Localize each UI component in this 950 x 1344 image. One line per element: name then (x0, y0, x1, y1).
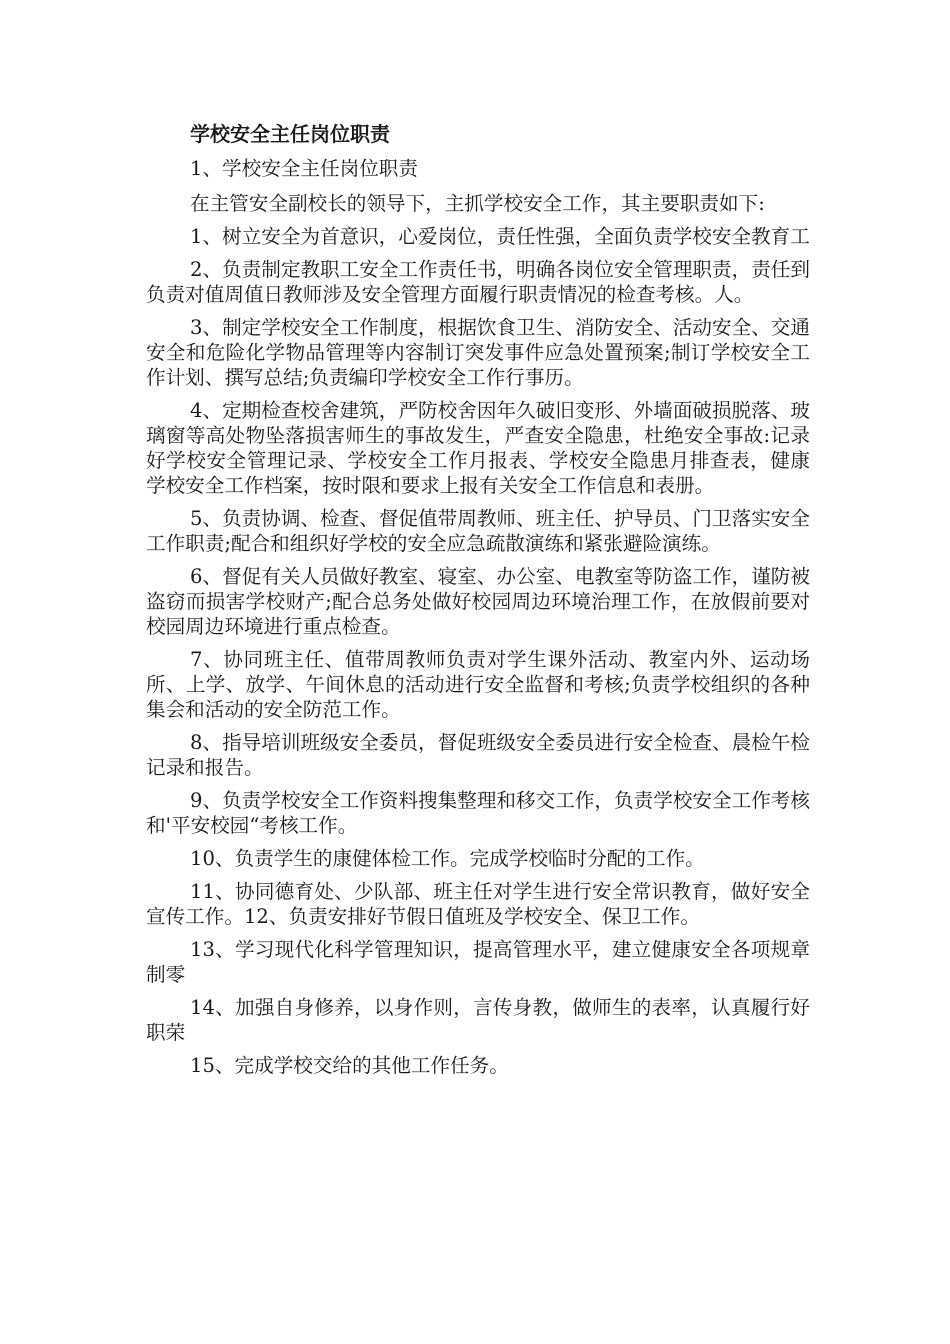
document-title: 学校安全主任岗位职责 (190, 122, 390, 146)
paragraph-intro: 在主管安全副校长的领导下，主抓学校安全工作，其主要职责如下: (190, 192, 765, 215)
document-page (146, 118, 810, 1086)
paragraph-heading: 1、学校安全主任岗位职责 (190, 157, 418, 180)
paragraph-duty-1: 1、树立安全为首意识，心爱岗位，责任性强，全面负责学校安全教育工 (190, 225, 810, 248)
paragraph-duty-13: 13、学习现代化科学管理知识，提高管理水平，建立健康安全各项规章制零 (146, 938, 810, 986)
paragraph-duty-9: 9、负责学校安全工作资料搜集整理和移交工作，负责学校安全工作考核和'平安校园“考核工作。 (146, 789, 810, 837)
paragraph-duty-15: 15、完成学校交给的其他工作任务。 (190, 1054, 509, 1077)
paragraph-duty-3: 3、制定学校安全工作制度，根据饮食卫生、消防安全、活动安全、交通安全和危险化学物品管理等内容制订突发事件应急处置预案;制订学校安全工作计划、撰写总结;负责编印学校安全工作行事历。 (146, 316, 810, 389)
paragraph-duty-2: 2、负责制定教职工安全工作责任书，明确各岗位安全管理职责，责任到负责对值周值日教师涉及安全管理方面履行职责情况的检查考核。人。 (146, 258, 810, 306)
paragraph-duty-4: 4、定期检查校舍建筑，严防校舍因年久破旧变形、外墙面破损脱落、玻璃窗等高处物坠落损害师生的事故发生，严查安全隐患，杜绝安全事故:记录好学校安全管理记录、学校安全工作月报表、学校安全隐患月排查表，健康学校安全工作档案，按时限和要求上报有关安全工作信息和表册。 (146, 399, 810, 497)
paragraph-duty-5: 5、负责协调、检查、督促值带周教师、班主任、护导员、门卫落实安全工作职责;配合和组织好学校的安全应急疏散演练和紧张避险演练。 (146, 507, 810, 555)
paragraph-duty-11-12: 11、协同德育处、少队部、班主任对学生进行安全常识教育，做好安全宣传工作。12、负责安排好节假日值班及学校安全、保卫工作。 (146, 880, 810, 928)
paragraph-duty-14: 14、加强自身修养，以身作则，言传身教，做师生的表率，认真履行好职荣 (146, 996, 810, 1044)
paragraph-duty-10: 10、负责学生的康健体检工作。完成学校临时分配的工作。 (190, 847, 705, 870)
paragraph-duty-7: 7、协同班主任、值带周教师负责对学生课外活动、教室内外、运动场所、上学、放学、午间休息的活动进行安全监督和考核;负责学校组织的各种集会和活动的安全防范工作。 (146, 648, 810, 721)
paragraph-duty-6: 6、督促有关人员做好教室、寝室、办公室、电教室等防盗工作，谨防被盗窃而损害学校财产;配合总务处做好校园周边环境治理工作，在放假前要对校园周边环境进行重点检查。 (146, 565, 810, 638)
paragraph-duty-8: 8、指导培训班级安全委员，督促班级安全委员进行安全检查、晨检午检记录和报告。 (146, 731, 810, 779)
